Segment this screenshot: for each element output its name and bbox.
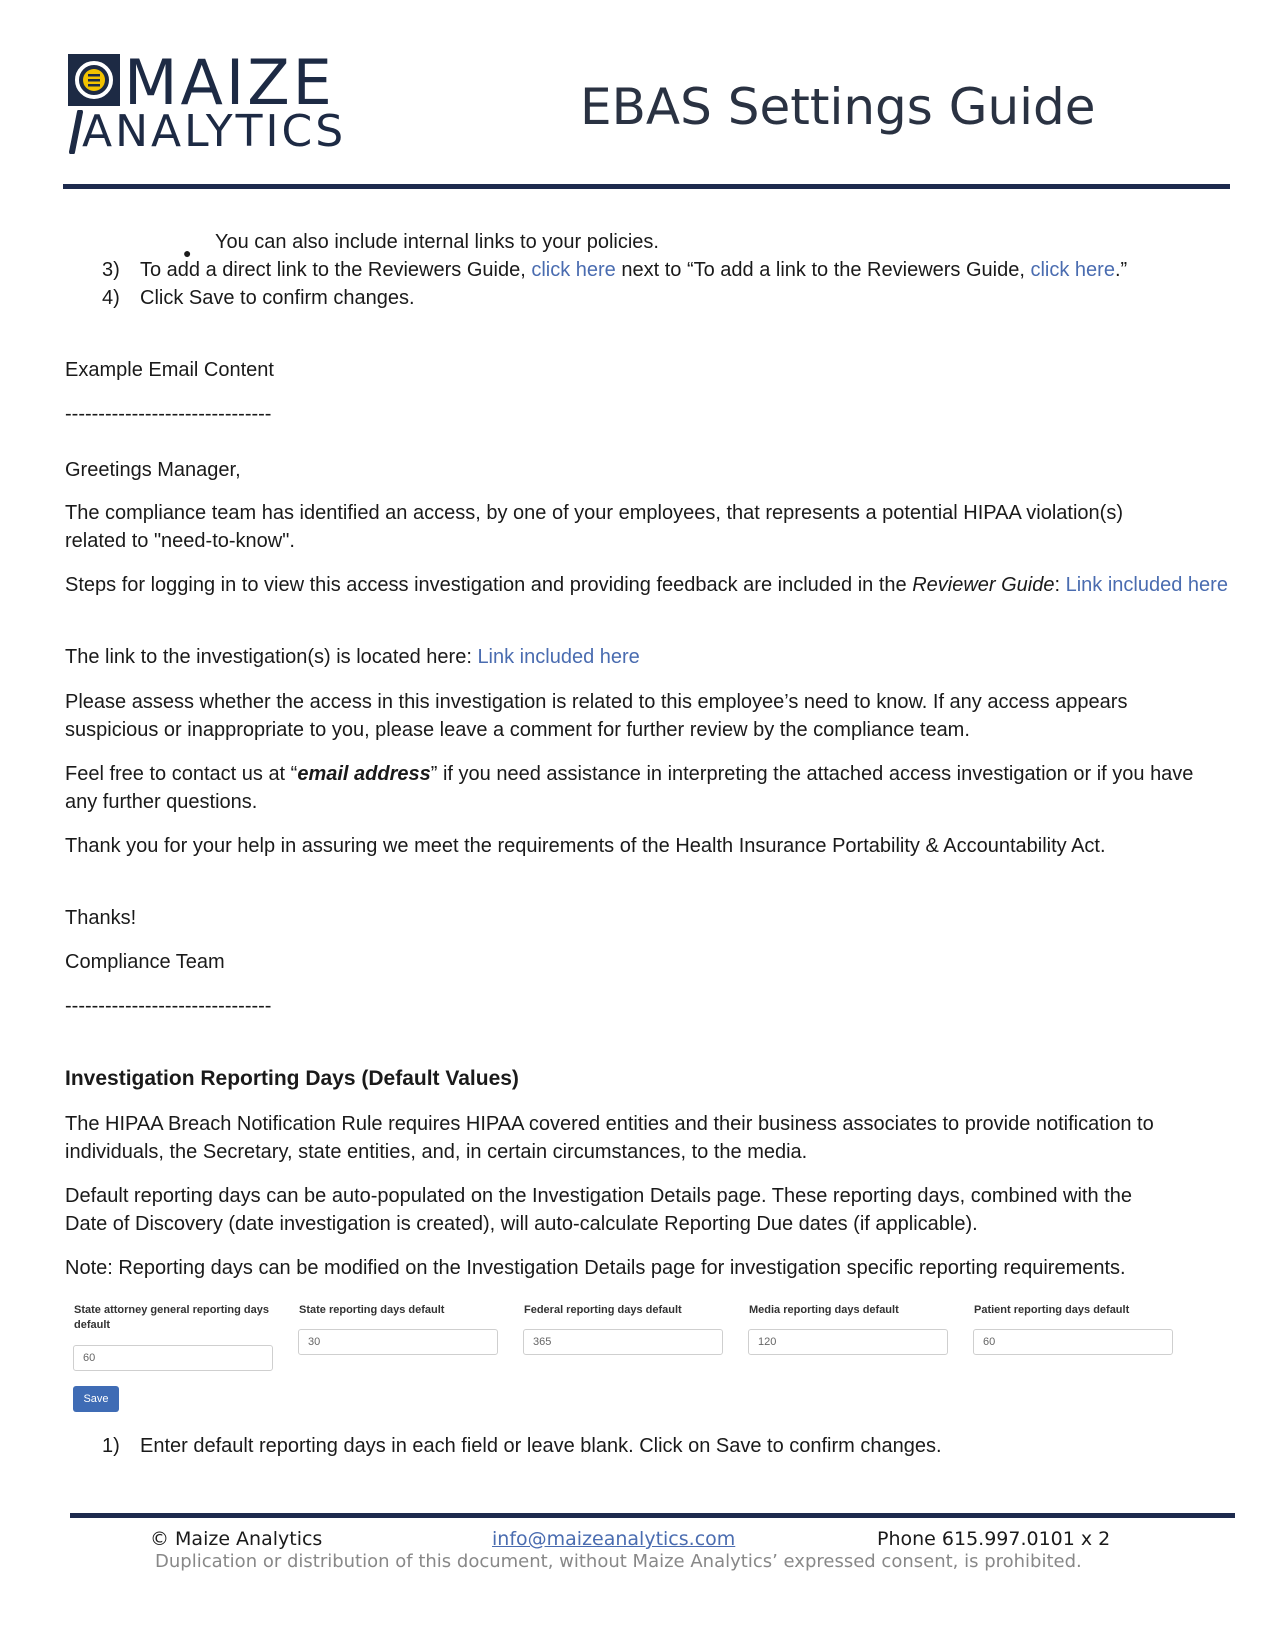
email-heading: Example Email Content	[65, 359, 274, 381]
step-4-text: Click Save to confirm changes.	[140, 287, 415, 309]
email-paragraph-3	[65, 643, 640, 671]
state-attorney-general-days-label: State attorney general reporting days default	[74, 1304, 269, 1331]
step-3-mid: next to “To add a link to the Reviewers Guide,	[615, 259, 1031, 281]
email-p5-post: ” if you need assistance in interpreting the attached access investigation or if you have any further questions.	[65, 763, 1194, 813]
header-divider	[63, 184, 1230, 189]
reporting-paragraph-1: The HIPAA Breach Notification Rule requires HIPAA covered entities and their business associates to provide notification to individuals, the Secretary, state entities, and, in certain circumstances, to the media.	[65, 1113, 1154, 1163]
email-paragraph-6: Thank you for your help in assuring we meet the requirements of the Health Insurance Portability & Accountability Act.	[65, 835, 1106, 857]
media-reporting-days-input[interactable]	[748, 1329, 948, 1355]
footer-divider	[70, 1513, 1235, 1518]
investigation-link[interactable]: Link included here	[477, 646, 640, 668]
email-divider-top: -------------------------------	[65, 403, 272, 425]
state-reporting-days-label: State reporting days default	[299, 1304, 445, 1316]
email-divider-bottom: -------------------------------	[65, 995, 272, 1017]
step-3-number: 3)	[102, 259, 120, 281]
logo-word-analytics: ANALYTICS	[82, 106, 347, 157]
email-paragraph-2	[65, 571, 1235, 599]
email-p3-text: The link to the investigation(s) is located here:	[65, 646, 478, 668]
media-reporting-days-label: Media reporting days default	[749, 1304, 899, 1316]
email-paragraph-1: The compliance team has identified an access, by one of your employees, that represents a potential HIPAA violation(s) related to "need-to-know".	[65, 502, 1123, 552]
magnifier-logo-icon	[68, 54, 120, 106]
reporting-note: Note: Reporting days can be modified on the Investigation Details page for investigation specific reporting requirements.	[65, 1257, 1126, 1279]
reporting-days-heading: Investigation Reporting Days (Default Values)	[65, 1067, 519, 1090]
bullet-internal-links: You can also include internal links to your policies.	[215, 231, 659, 253]
logo-word-maize: MAIZE	[124, 46, 335, 119]
email-p2-text: Steps for logging in to view this access investigation and providing feedback are included in the	[65, 574, 913, 596]
reviewer-guide-italic: Reviewer Guide	[912, 574, 1055, 596]
maize-analytics-logo	[68, 46, 398, 158]
save-button[interactable]: Save	[73, 1386, 119, 1412]
email-p5-pre: Feel free to contact us at “	[65, 763, 298, 785]
document-title: EBAS Settings Guide	[580, 78, 1096, 136]
step-1-number: 1)	[102, 1435, 120, 1457]
step-3-post: .”	[1114, 259, 1128, 281]
reporting-paragraph-2: Default reporting days can be auto-populated on the Investigation Details page. These reporting days, combined with the Date of Discovery (date investigation is created), will auto-calculate Reporting Due dates (if applicable).	[65, 1185, 1132, 1235]
step-4-number: 4)	[102, 287, 120, 309]
patient-reporting-days-input[interactable]	[973, 1329, 1173, 1355]
footer-disclaimer: Duplication or distribution of this document, without Maize Analytics’ expressed consent, is prohibited.	[155, 1551, 1082, 1572]
step-3-pre: To add a direct link to the Reviewers Guide,	[140, 259, 532, 281]
email-greeting: Greetings Manager,	[65, 459, 241, 481]
bullet-icon: ●	[183, 245, 192, 261]
state-attorney-general-days-input[interactable]	[73, 1345, 273, 1371]
email-thanks: Thanks!	[65, 907, 137, 929]
footer-phone: Phone 615.997.0101 x 2	[877, 1528, 1111, 1550]
reviewers-guide-link[interactable]: click here	[531, 259, 616, 281]
footer-email-link[interactable]: info@maizeanalytics.com	[492, 1528, 736, 1550]
email-paragraph-5	[65, 760, 1205, 816]
patient-reporting-days-label: Patient reporting days default	[974, 1304, 1130, 1316]
step-1-text: Enter default reporting days in each field or leave blank. Click on Save to confirm changes.	[140, 1435, 942, 1457]
reviewers-guide-link-quoted[interactable]: click here	[1030, 259, 1115, 281]
email-paragraph-4: Please assess whether the access in this investigation is related to this employee’s need to know. If any access appears suspicious or inappropriate to you, please leave a comment for further review by the compliance team.	[65, 691, 1128, 741]
federal-reporting-days-label: Federal reporting days default	[524, 1304, 682, 1316]
email-signoff: Compliance Team	[65, 951, 225, 973]
email-p2-colon: :	[1054, 574, 1066, 596]
federal-reporting-days-input[interactable]	[523, 1329, 723, 1355]
footer-copyright: © Maize Analytics	[150, 1528, 323, 1550]
email-address-placeholder: email address	[297, 763, 431, 785]
state-reporting-days-input[interactable]	[298, 1329, 498, 1355]
reviewer-guide-link[interactable]: Link included here	[1065, 574, 1228, 596]
step-3-text	[140, 256, 1127, 284]
